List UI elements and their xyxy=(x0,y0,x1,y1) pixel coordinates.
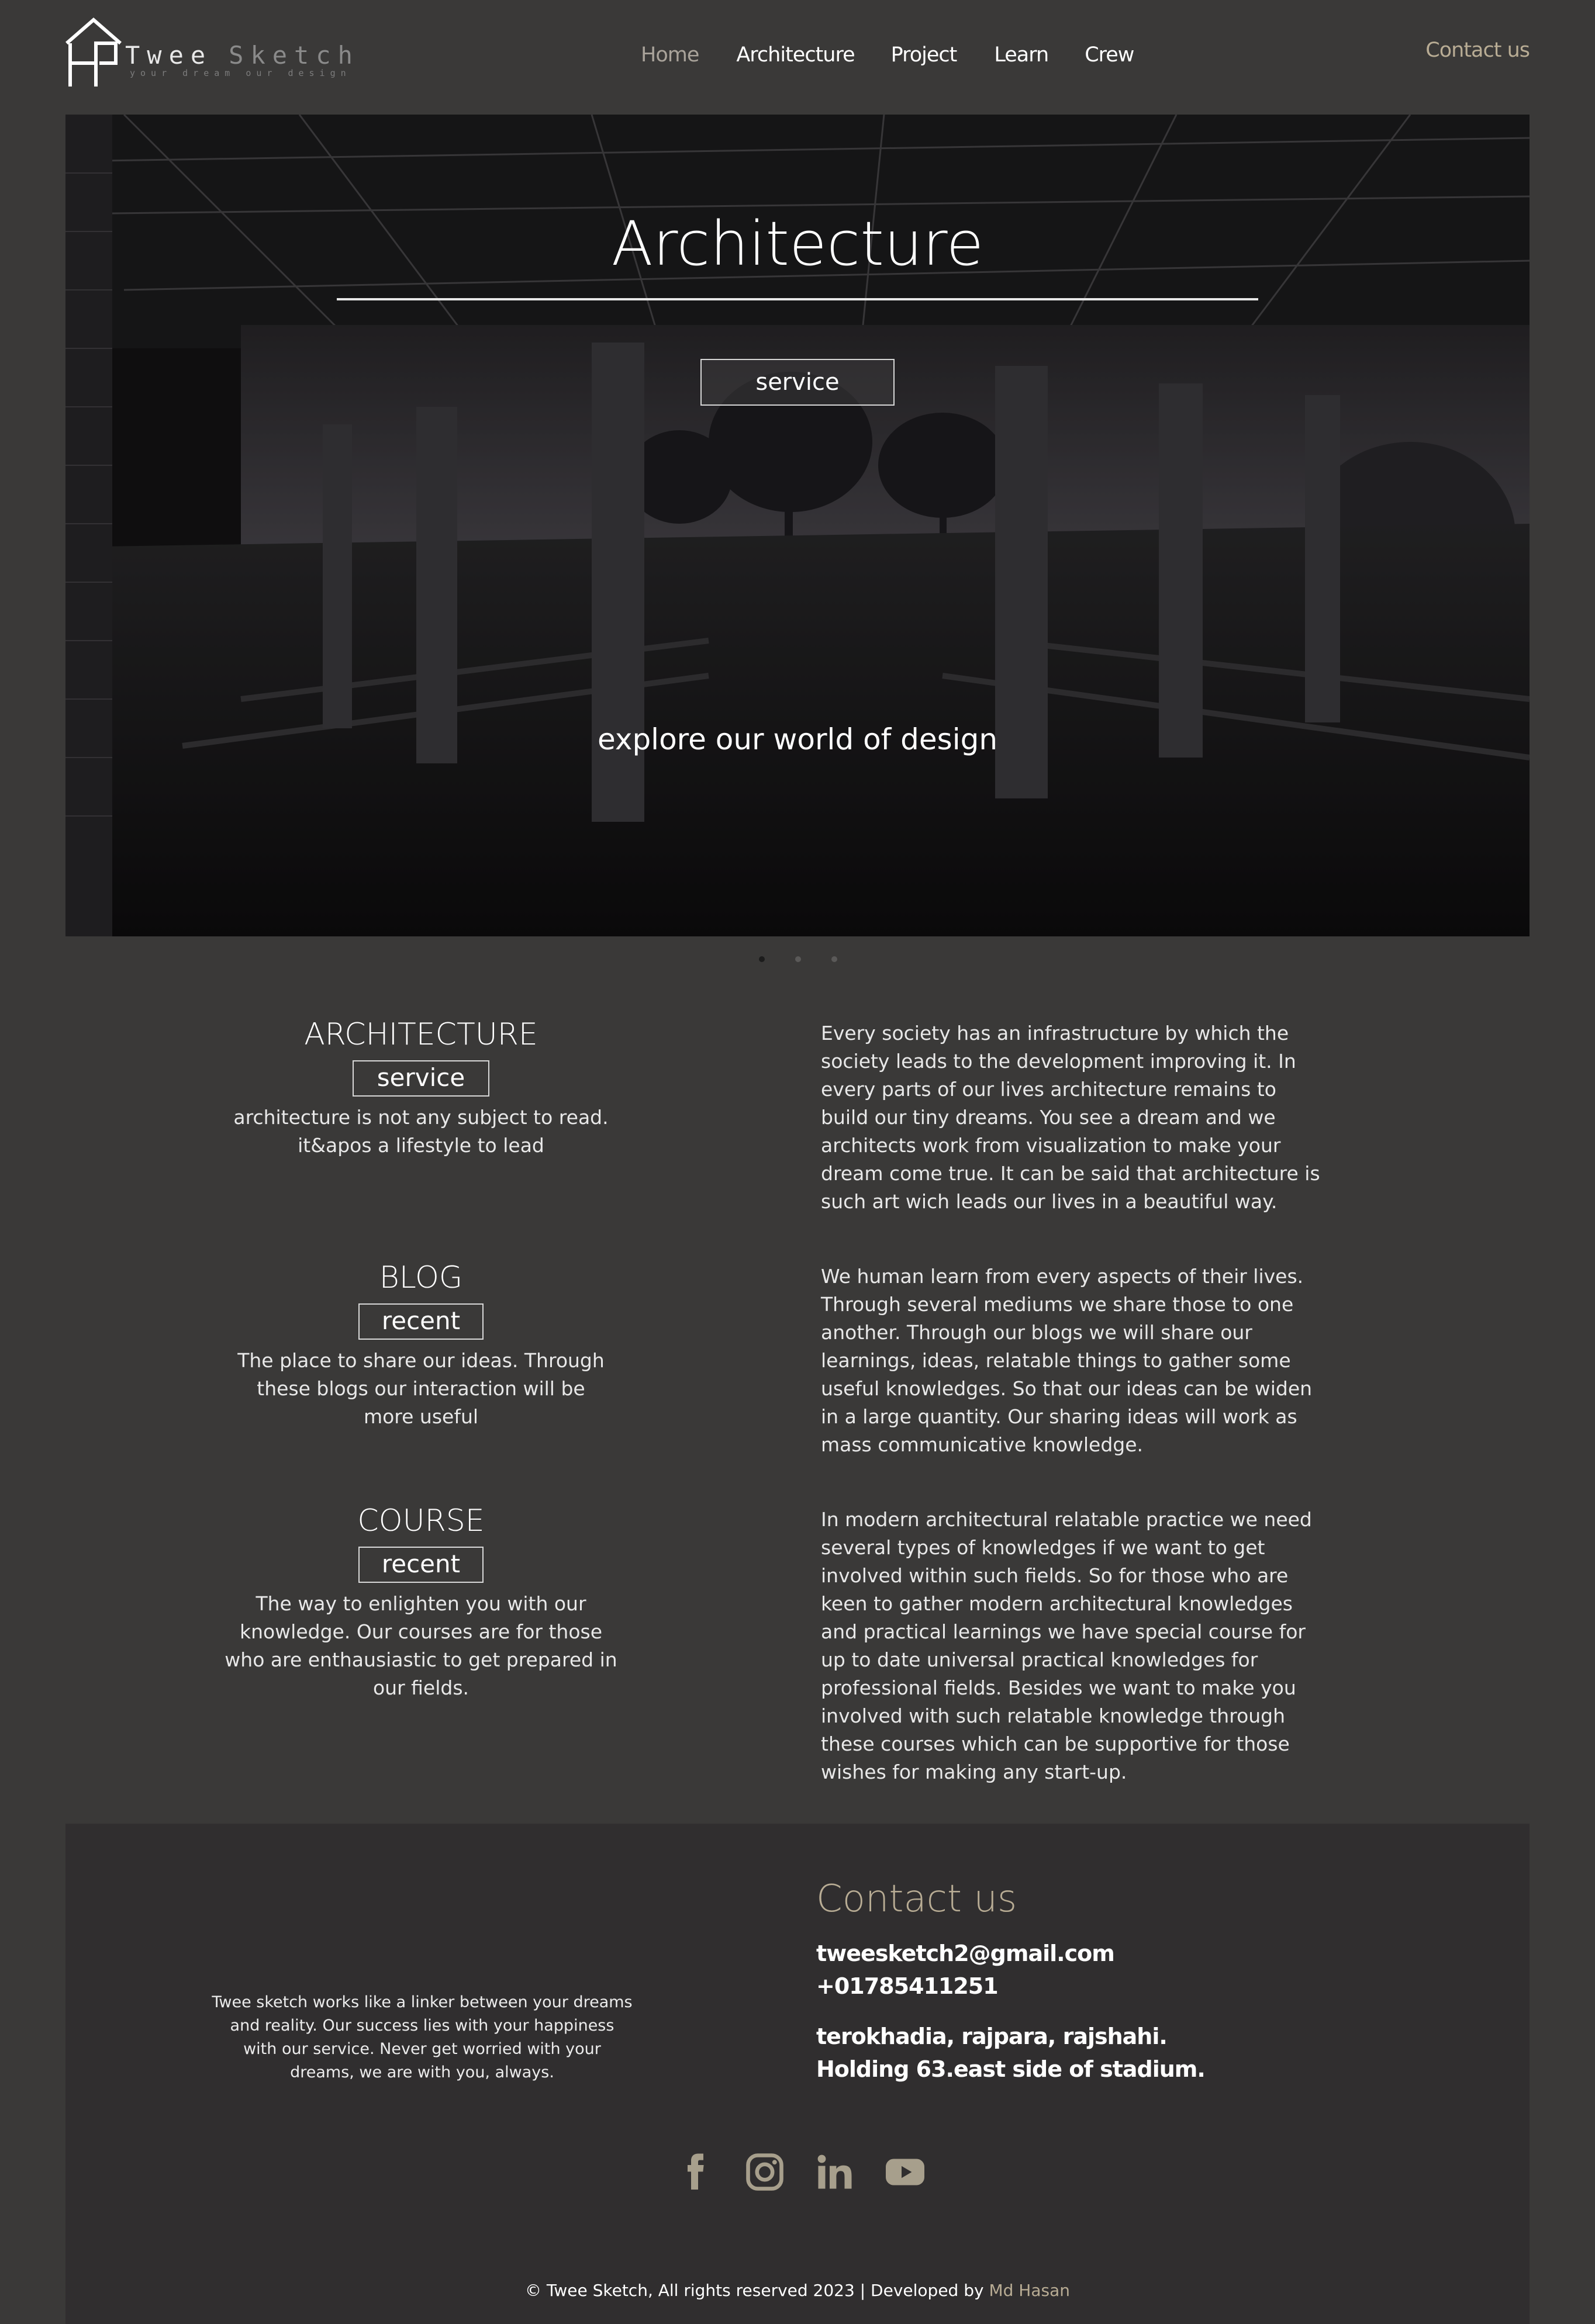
hero-divider xyxy=(337,298,1258,300)
footer-phone-link[interactable]: +01785411251 xyxy=(816,1973,998,1999)
carousel-dot-3[interactable] xyxy=(831,956,837,962)
linkedin-icon[interactable] xyxy=(814,2151,856,2193)
blog-summary xyxy=(210,1260,631,1431)
nav-architecture[interactable]: Architecture xyxy=(736,43,855,67)
section-title: ARCHITECTURE xyxy=(304,1017,538,1052)
section-summary: The way to enlighten you with our knowledge. Our courses are for those who are enthausiastic to get prepared in our fields. xyxy=(225,1592,617,1699)
section-body: In modern architectural relatable practice we need several types of knowledges if we want to get involved within such fields. So for those who are keen to gather modern architectural knowledges and practical learnings we have special course for up to date universal practical knowledges for professional fields. Besides we want to make you involved with such relatable knowledge through these courses which can be supportive for those wishes for making any start-up. xyxy=(821,1508,1312,1783)
hero-title: Architecture xyxy=(611,208,984,279)
social-links xyxy=(674,2151,926,2193)
youtube-icon[interactable] xyxy=(884,2151,926,2193)
carousel-indicators xyxy=(759,956,837,962)
hero-subtitle: explore our world of design xyxy=(597,722,998,756)
nav-home[interactable]: Home xyxy=(641,43,699,67)
hero-carousel[interactable] xyxy=(65,115,1530,936)
course-summary xyxy=(210,1503,631,1702)
hero-service-button[interactable]: service xyxy=(700,359,895,406)
section-title: COURSE xyxy=(357,1503,485,1538)
copyright xyxy=(65,2281,1530,2300)
section-summary: The place to share our ideas. Through these blogs our interaction will be more useful xyxy=(237,1349,605,1428)
footer-about-text: Twee sketch works like a linker between your dreams and reality. Our success lies with your happiness with our service. Never get worried with your dreams, we are with you, always. xyxy=(212,1993,633,2081)
summary-line-1: architecture is not any subject to read. xyxy=(233,1106,609,1129)
site-header xyxy=(0,0,1595,115)
section-body: Every society has an infrastructure by which the society leads to the development improving it. In every parts of our lives architecture remains to build our tiny dreams. You see a dream and we architects work from visualization to make your dream come true. It can be said that architecture is such art wich leads our lives in a beautiful way. xyxy=(821,1022,1320,1213)
summary-line-2: it&apos a lifestyle to lead xyxy=(298,1134,544,1157)
nav-project[interactable]: Project xyxy=(890,43,957,67)
contact-us-link[interactable]: Contact us xyxy=(1425,39,1530,62)
footer-email-link[interactable]: tweesketch2@gmail.com xyxy=(816,1941,1114,1966)
instagram-icon[interactable] xyxy=(744,2151,786,2193)
footer-address-line-1: terokhadia, rajpara, rajshahi. xyxy=(816,2024,1167,2049)
architecture-service-button[interactable]: service xyxy=(353,1060,489,1097)
carousel-dot-2[interactable] xyxy=(795,956,801,962)
section-title: BLOG xyxy=(379,1260,463,1295)
brand-name: Twee Sketch xyxy=(125,41,360,70)
course-recent-button[interactable]: recent xyxy=(358,1547,484,1583)
facebook-icon[interactable] xyxy=(674,2151,716,2193)
nav-crew[interactable]: Crew xyxy=(1085,43,1134,67)
footer-contact-title: Contact us xyxy=(816,1877,1017,1921)
brand-tagline: your dream our design xyxy=(130,68,351,78)
copyright-text: © Twee Sketch, All rights reserved 2023 | Developed by xyxy=(524,2281,989,2300)
nav-learn[interactable]: Learn xyxy=(994,43,1049,67)
carousel-dot-1[interactable] xyxy=(759,956,765,962)
main-nav xyxy=(641,43,1134,67)
site-footer xyxy=(65,1824,1530,2324)
developer-link[interactable]: Md Hasan xyxy=(989,2281,1071,2300)
logo[interactable] xyxy=(64,18,360,94)
section-body: We human learn from every aspects of their lives. Through several mediums we share those to one another. Through our blogs we will share our learnings, ideas, relatable things to gather some useful knowledges. So that our ideas can be widen in a large quantity. Our sharing ideas will work as mass communicative knowledge. xyxy=(821,1265,1313,1456)
house-logo-icon xyxy=(64,18,123,90)
footer-address-line-2: Holding 63.east side of stadium. xyxy=(816,2056,1205,2082)
architecture-summary xyxy=(210,1017,631,1160)
section-summary xyxy=(210,1104,631,1160)
blog-recent-button[interactable]: recent xyxy=(358,1303,484,1340)
